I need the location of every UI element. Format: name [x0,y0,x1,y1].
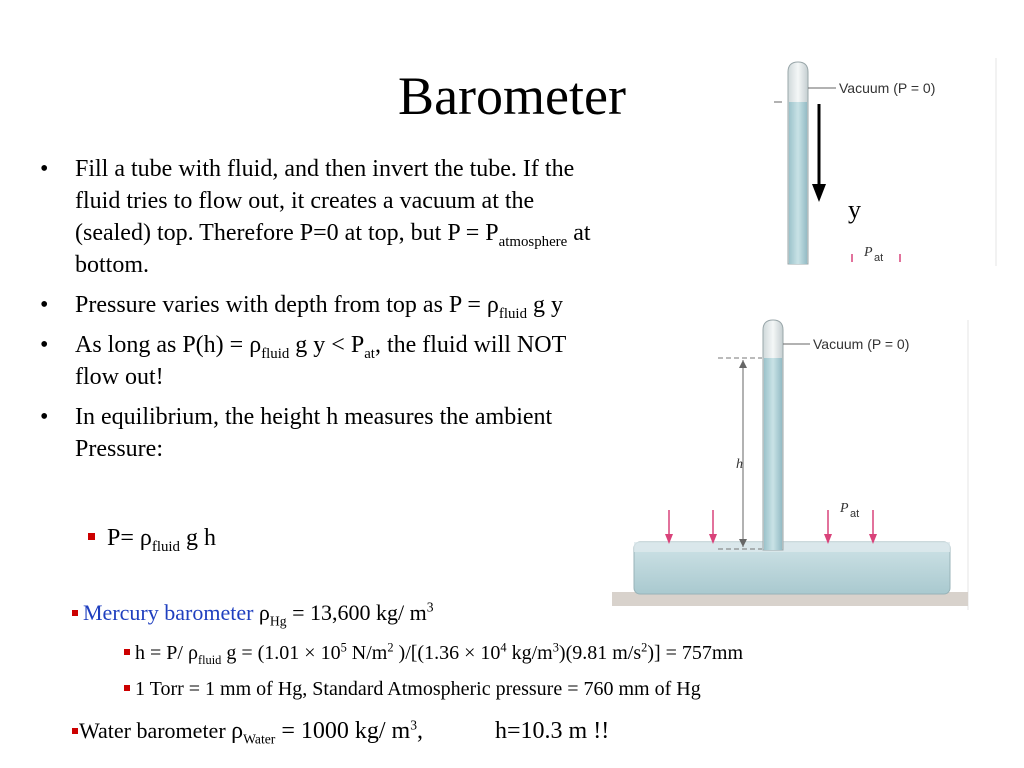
fluid-column [764,358,782,550]
square-bullet-icon [88,533,95,540]
p-at-subscript: at [850,508,860,520]
rho-symbol: ρ [249,332,262,358]
bullet-text: , the fluid will NOT flow out! [75,332,566,390]
comma: , [417,718,424,744]
superscript: 2 [387,640,394,655]
subscript: fluid [261,345,290,362]
bullet-item [40,289,600,321]
calc-text: )] = 757mm [647,642,744,664]
bullet-item [40,153,600,281]
rho-symbol: ρ [139,525,152,551]
subscript: Water [243,731,276,747]
p-at-subscript: at [874,252,884,264]
subscript: fluid [498,305,528,322]
bullet-text: at bottom. [75,220,591,278]
subscript: atmosphere [498,233,568,250]
water-barometer-line [72,716,609,746]
mercury-label: Mercury barometer [83,600,254,625]
bullet-item [40,401,600,465]
superscript: 2 [641,640,648,655]
square-bullet-icon [72,728,78,734]
calc-text: h = P/ [135,642,188,664]
sub-bullet-text: P= [107,525,140,551]
p-at-label: P [864,245,873,260]
bullet-text: Pressure varies with depth from top as P = [75,292,487,318]
calc-text: )/[(1.36 × 10 [393,642,501,664]
superscript: 3 [410,717,418,733]
h-label: h [736,457,743,472]
fluid-column [789,102,807,264]
subscript: Hg [269,613,287,629]
bullet-list [40,153,600,473]
barometer-dish-figure [612,316,972,614]
barometer-tube-figure [760,58,1000,266]
water-label: Water barometer [79,718,232,743]
bullet-item [40,329,600,393]
calc-text: )(9.81 m/s [558,642,642,664]
calc-text: kg/m [506,642,553,664]
sub-bullet [88,522,216,554]
superscript: 4 [500,640,507,655]
vacuum-label: Vacuum (P = 0) [839,80,936,96]
bullet-text: As long as P(h) = [75,332,250,358]
calc-text: N/m [346,642,388,664]
square-bullet-icon [72,610,78,616]
bullet-text: g y < P [289,332,365,358]
mercury-density: = 13,600 kg/ m [286,600,427,625]
bullet-text: g y [527,292,564,318]
square-bullet-icon [124,649,130,655]
bullet-text: Fill a tube with fluid, and then invert the tube. If the fluid tries to flow out, it creates a vacuum at the (sealed) top. Therefore P=0 at top, but P = P [75,156,575,246]
torr-text: 1 Torr = 1 mm of Hg, Standard Atmospheric pressure = 760 mm of Hg [135,678,701,700]
rho-symbol: ρ [187,642,198,664]
rho-symbol: ρ [486,292,499,318]
torr-definition [124,676,701,702]
mercury-calculation [124,640,743,666]
sub-bullet-text: g h [179,525,216,551]
superscript: 3 [426,599,434,615]
water-height: h=10.3 m !! [495,718,610,744]
mercury-barometer-line [72,598,434,628]
rho-symbol: ρ [253,600,270,625]
water-density: = 1000 kg/ m [275,718,411,744]
slide-title: Barometer [398,66,626,126]
bullet-text: In equilibrium, the height h measures the ambient Pressure: [75,404,553,462]
rho-symbol: ρ [231,718,244,744]
superscript: 5 [340,640,347,655]
vacuum-label: Vacuum (P = 0) [813,336,910,352]
square-bullet-icon [124,685,130,691]
subscript: at [364,345,375,362]
subscript: fluid [197,653,222,667]
calc-text: g = (1.01 × 10 [221,642,341,664]
p-at-label: P [840,501,849,516]
subscript: fluid [151,538,180,555]
y-label: y [848,195,861,224]
superscript: 3 [552,640,559,655]
